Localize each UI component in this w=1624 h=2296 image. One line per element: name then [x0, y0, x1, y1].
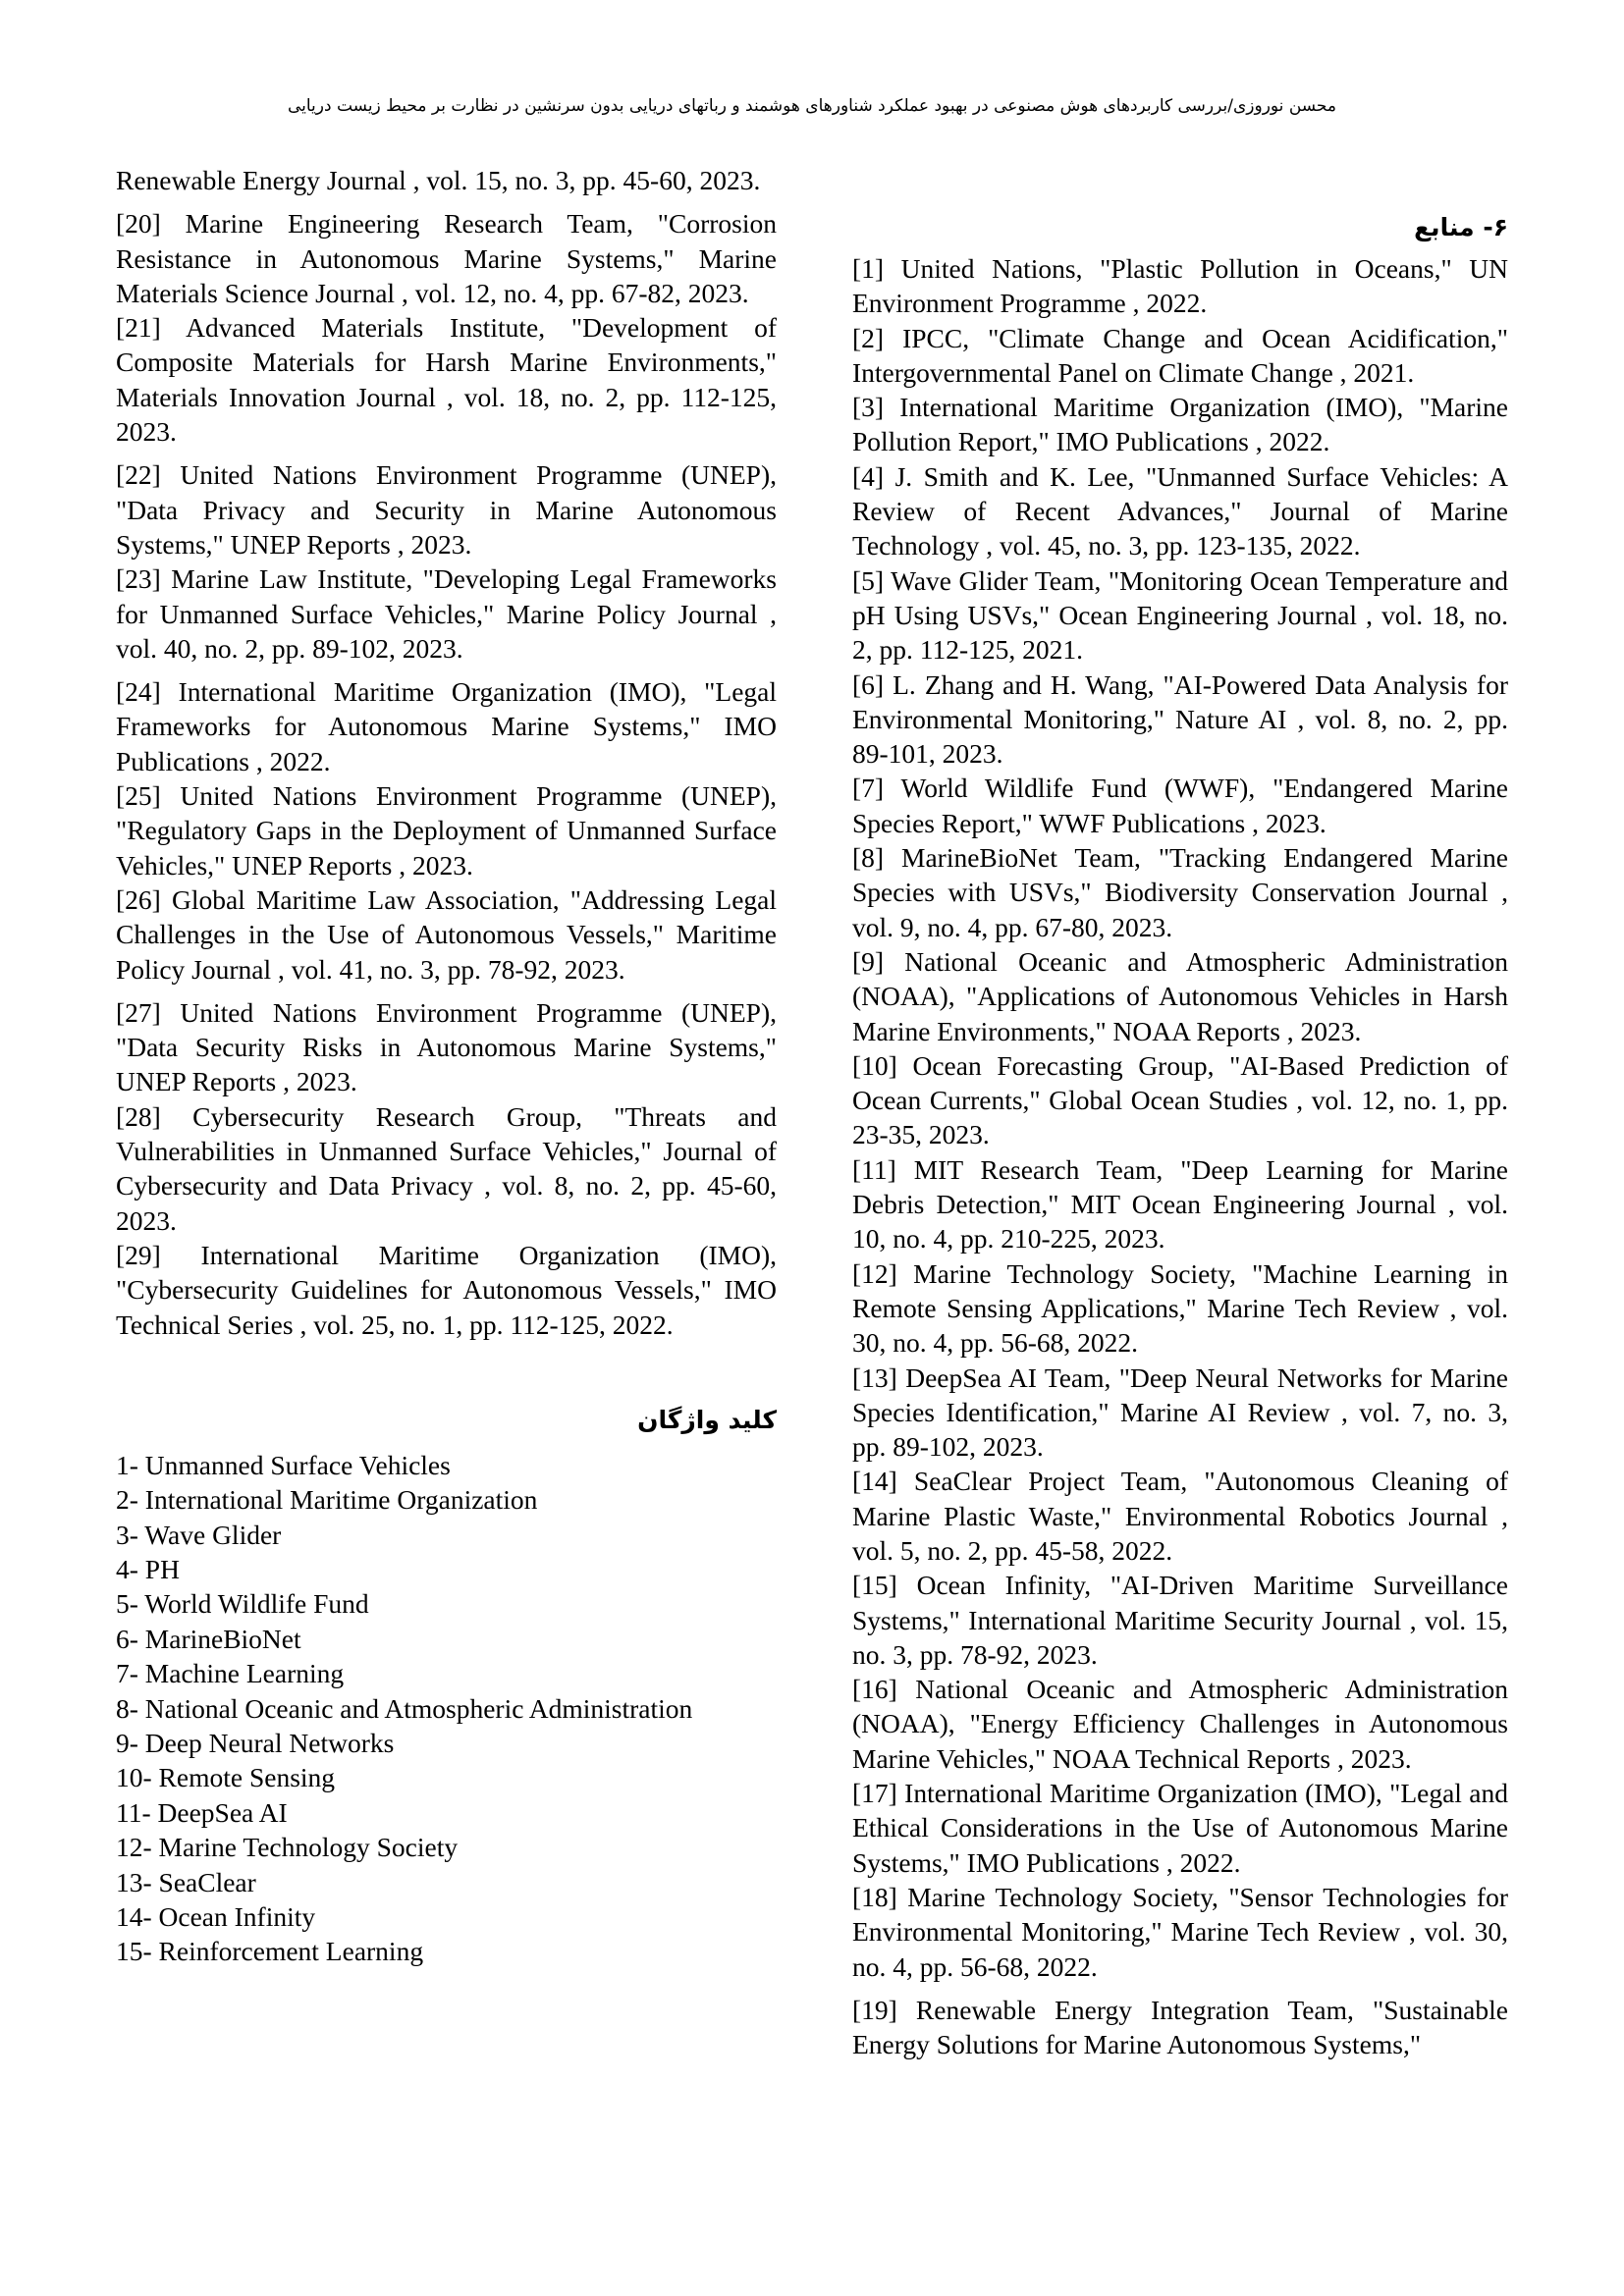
reference-9: [9] National Oceanic and Atmospheric Administration (NOAA), "Applications of Autonomous Vehicles in Harsh Marine Environments," NOAA Reports , 2023.	[852, 945, 1508, 1046]
reference-2: [2] IPCC, "Climate Change and Ocean Acidification," Intergovernmental Panel on Climate Change , 2021.	[852, 322, 1508, 388]
reference-25: [25] United Nations Environment Programme (UNEP), "Regulatory Gaps in the Deployment of Unmanned Surface Vehicles," UNEP Reports , 2023.	[116, 780, 777, 881]
left-column	[116, 163, 777, 1969]
reference-28: [28] Cybersecurity Research Group, "Threats and Vulnerabilities in Unmanned Surface Vehicles," Journal of Cybersecurity and Data Privacy , vol. 8, no. 2, pp. 45-60, 2023.	[116, 1100, 777, 1236]
reference-6: [6] L. Zhang and H. Wang, "AI-Powered Data Analysis for Environmental Monitoring," Nature AI , vol. 8, no. 2, pp. 89-101, 2023.	[852, 668, 1508, 770]
running-header: محسن نوروزی/بررسی کاربردهای هوش مصنوعی در بهبود عملکرد شناورهای هوشمند و رباتهای دریایی بدون سرنشین در نظارت بر محیط زیست دریایی	[287, 96, 1337, 116]
reference-3: [3] International Maritime Organization (IMO), "Marine Pollution Report," IMO Publications , 2022.	[852, 392, 1508, 457]
reference-12: [12] Marine Technology Society, "Machine Learning in Remote Sensing Applications," Marine Tech Review , vol. 30, no. 4, pp. 56-68, 2022.	[852, 1257, 1508, 1359]
reference-13: [13] DeepSea AI Team, "Deep Neural Networks for Marine Species Identification," Marine AI Review , vol. 7, no. 3, pp. 89-102, 2023.	[852, 1362, 1508, 1463]
keyword-item: 13- SeaClear	[116, 1866, 256, 1897]
keyword-item: 5- World Wildlife Fund	[116, 1588, 369, 1620]
keyword-item: 9- Deep Neural Networks	[116, 1728, 395, 1759]
keyword-item: 8- National Oceanic and Atmospheric Administration	[116, 1692, 693, 1724]
reference-16: [16] National Oceanic and Atmospheric Administration (NOAA), "Energy Efficiency Challenges in Autonomous Marine Vehicles," NOAA Technical Reports , 2023.	[852, 1674, 1508, 1774]
reference-1: [1] United Nations, "Plastic Pollution in Oceans," UN Environment Programme , 2022.	[852, 253, 1508, 319]
keyword-item: 10- Remote Sensing	[116, 1762, 336, 1793]
keyword-item: 7- Machine Learning	[116, 1658, 345, 1689]
right-column	[852, 208, 1508, 2061]
reference-20: [20] Marine Engineering Research Team, "Corrosion Resistance in Autonomous Marine Systems," Marine Materials Science Journal , vol. 12, no. 4, pp. 67-82, 2023.	[116, 208, 777, 308]
reference-27: [27] United Nations Environment Programme (UNEP), "Data Security Risks in Autonomous Marine Systems," UNEP Reports , 2023.	[116, 996, 777, 1097]
reference-18: [18] Marine Technology Society, "Sensor Technologies for Environmental Monitoring," Marine Tech Review , vol. 30, no. 4, pp. 56-68, 2022.	[852, 1881, 1508, 1982]
keyword-item: 2- International Maritime Organization	[116, 1484, 538, 1516]
references-heading: ۶- منابع	[1414, 213, 1508, 241]
reference-15: [15] Ocean Infinity, "AI-Driven Maritime Surveillance Systems," International Maritime Security Journal , vol. 15, no. 3, pp. 78-92, 2023.	[852, 1570, 1508, 1670]
reference-11: [11] MIT Research Team, "Deep Learning for Marine Debris Detection," MIT Ocean Engineering Journal , vol. 10, no. 4, pp. 210-225, 2023.	[852, 1153, 1508, 1255]
reference-19: [19] Renewable Energy Integration Team, "Sustainable Energy Solutions for Marine Autonomous Systems,"	[852, 1994, 1508, 2060]
reference-21: [21] Advanced Materials Institute, "Development of Composite Materials for Harsh Marine Environments," Materials Innovation Journal , vol. 18, no. 2, pp. 112-125, 2023.	[116, 312, 777, 448]
reference-14: [14] SeaClear Project Team, "Autonomous Cleaning of Marine Plastic Waste," Environmental Robotics Journal , vol. 5, no. 2, pp. 45-58, 2022.	[852, 1466, 1508, 1566]
keyword-item: 4- PH	[116, 1554, 180, 1585]
reference-22: [22] United Nations Environment Programme (UNEP), "Data Privacy and Security in Marine Autonomous Systems," UNEP Reports , 2023.	[116, 459, 777, 560]
reference-8: [8] MarineBioNet Team, "Tracking Endangered Marine Species with USVs," Biodiversity Conservation Journal , vol. 9, no. 4, pp. 67-80, 2023.	[852, 842, 1508, 942]
keywords-heading: کلید واژگان	[637, 1405, 777, 1434]
reference-5: [5] Wave Glider Team, "Monitoring Ocean Temperature and pH Using USVs," Ocean Engineering Journal , vol. 18, no. 2, pp. 112-125, 2021.	[852, 564, 1508, 666]
reference-23: [23] Marine Law Institute, "Developing Legal Frameworks for Unmanned Surface Vehicles," Marine Policy Journal , vol. 40, no. 2, pp. 89-102, 2023.	[116, 563, 777, 664]
keyword-item: 11- DeepSea AI	[116, 1796, 288, 1828]
reference-17: [17] International Maritime Organization (IMO), "Legal and Ethical Considerations in the Use of Autonomous Marine Systems," IMO Publications , 2022.	[852, 1778, 1508, 1878]
reference-24: [24] International Maritime Organization (IMO), "Legal Frameworks for Autonomous Marine Systems," IMO Publications , 2022.	[116, 676, 777, 776]
reference-19-continued: Renewable Energy Journal , vol. 15, no. 3, pp. 45-60, 2023.	[116, 165, 761, 195]
keyword-item: 3- Wave Glider	[116, 1519, 282, 1550]
reference-10: [10] Ocean Forecasting Group, "AI-Based Prediction of Ocean Currents," Global Ocean Studies , vol. 12, no. 1, pp. 23-35, 2023.	[852, 1049, 1508, 1150]
keyword-item: 14- Ocean Infinity	[116, 1901, 316, 1933]
keywords-list	[116, 1448, 777, 1969]
reference-26: [26] Global Maritime Law Association, "Addressing Legal Challenges in the Use of Autonomous Vessels," Maritime Policy Journal , vol. 41, no. 3, pp. 78-92, 2023.	[116, 883, 777, 985]
keyword-item: 1- Unmanned Surface Vehicles	[116, 1449, 451, 1480]
keyword-item: 6- MarineBioNet	[116, 1623, 301, 1654]
keywords-section	[116, 1401, 777, 1969]
reference-29: [29] International Maritime Organization (IMO), "Cybersecurity Guidelines for Autonomous Vessels," IMO Technical Series , vol. 25, no. 1, pp. 112-125, 2022.	[116, 1239, 777, 1340]
keyword-item: 12- Marine Technology Society	[116, 1832, 459, 1863]
reference-4: [4] J. Smith and K. Lee, "Unmanned Surface Vehicles: A Review of Recent Advances," Journal of Marine Technology , vol. 45, no. 3, pp. 123-135, 2022.	[852, 460, 1508, 561]
keyword-item: 15- Reinforcement Learning	[116, 1936, 424, 1967]
reference-7: [7] World Wildlife Fund (WWF), "Endangered Marine Species Report," WWF Publications , 2023.	[852, 773, 1508, 838]
